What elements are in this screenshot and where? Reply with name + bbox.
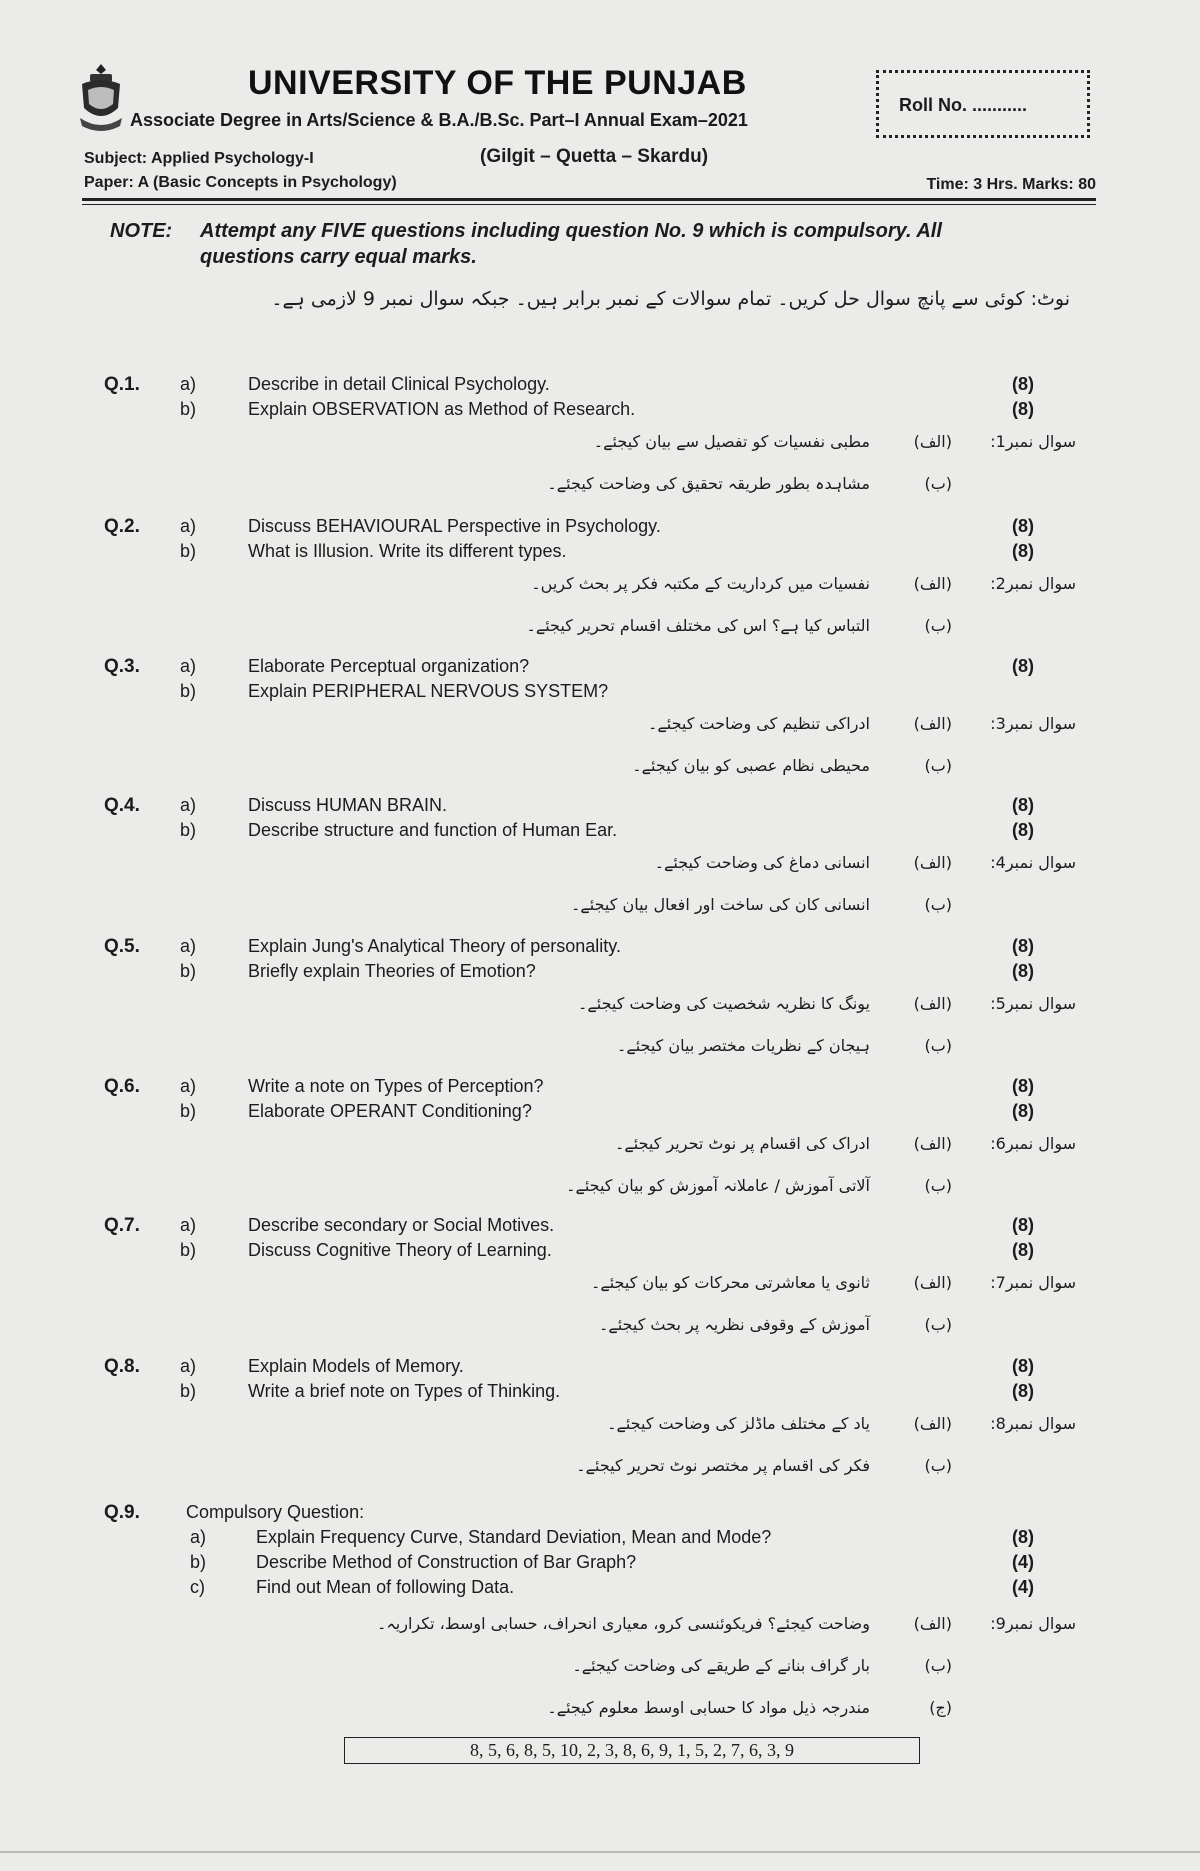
subject-line: Subject: Applied Psychology-I [84,150,314,167]
urdu-question-text: مشاہدہ بطور طریقہ تحقیق کی وضاحت کیجئے۔ [547,474,870,493]
marks: (8) [1012,795,1034,815]
part-label: c) [190,1577,205,1597]
urdu-question-number: سوال نمبر7: [990,1273,1076,1292]
urdu-question-number: سوال نمبر8: [990,1414,1076,1433]
urdu-question-number: سوال نمبر6: [990,1134,1076,1153]
urdu-part-label: (ب) [924,474,952,493]
urdu-question-number: سوال نمبر2: [990,574,1076,593]
question-number: Q.8. [104,1356,140,1377]
urdu-part-label: (ج) [929,1698,952,1717]
marks: (8) [1012,961,1034,981]
question-text: Elaborate Perceptual organization? [248,656,530,676]
scan-edge [0,1851,1200,1853]
part-label: a) [180,656,197,676]
part-label: a) [180,936,197,956]
urdu-part-label: (ب) [924,1036,952,1055]
question-text: Write a brief note on Types of Thinking. [248,1381,561,1401]
marks: (8) [1012,399,1034,419]
question-text: Explain OBSERVATION as Method of Research. [248,399,636,419]
urdu-question-text: نفسیات میں کرداریت کے مکتبہ فکر پر بحث کریں۔ [531,574,870,593]
marks: (4) [1012,1552,1034,1572]
urdu-question-text: فکر کی اقسام پر مختصر نوٹ تحریر کیجئے۔ [576,1456,870,1475]
roll-number-box [876,70,1090,138]
question-text: Describe secondary or Social Motives. [248,1215,555,1235]
urdu-part-label: (ب) [924,756,952,775]
urdu-question-text: محیطی نظام عصبی کو بیان کیجئے۔ [632,756,870,775]
marks: (4) [1012,1577,1034,1597]
marks: (8) [1012,1215,1034,1235]
urdu-part-label: (ب) [924,1315,952,1334]
question-number: Q.2. [104,516,140,537]
urdu-part-label: (ب) [924,1456,952,1475]
urdu-part-label: (الف) [913,1614,952,1633]
part-label: a) [180,374,197,394]
urdu-question-text: ثانوی یا معاشرتی محرکات کو بیان کیجئے۔ [590,1273,870,1292]
exam-title: Associate Degree in Arts/Science & B.A./B.Sc. Part–I Annual Exam–2021 [130,110,748,130]
question-text: What is Illusion. Write its different types. [248,541,567,561]
urdu-part-label: (ب) [924,895,952,914]
question-text: Discuss HUMAN BRAIN. [248,795,448,815]
part-label: a) [180,795,197,815]
urdu-question-text: ادراکی تنظیم کی وضاحت کیجئے۔ [647,714,870,733]
question-text: Discuss Cognitive Theory of Learning. [248,1240,552,1260]
question-number: Q.9. [104,1502,140,1523]
marks: (8) [1012,1101,1034,1121]
urdu-question-number: سوال نمبر3: [990,714,1076,733]
urdu-question-number: سوال نمبر9: [990,1614,1076,1633]
part-label: a) [180,516,197,536]
marks: (8) [1012,1381,1034,1401]
marks: (8) [1012,656,1034,676]
header-divider-thin [82,204,1096,205]
marks: (8) [1012,516,1034,536]
paper-line: Paper: A (Basic Concepts in Psychology) [84,174,397,191]
marks: (8) [1012,820,1034,840]
urdu-question-text: آلاتی آموزش / عاملانہ آموزش کو بیان کیجئے۔ [566,1176,870,1195]
urdu-instructions-note: نوٹ: کوئی سے پانچ سوال حل کریں۔ تمام سوالات کے نمبر برابر ہیں۔ جبکہ سوال نمبر 9 لازمی ہے۔ [271,288,1070,310]
question-text: Describe in detail Clinical Psychology. [248,374,550,394]
question-number: Q.1. [104,374,140,395]
urdu-question-text: آموزش کے وقوفی نظریہ پر بحث کیجئے۔ [598,1315,870,1334]
urdu-part-label: (الف) [913,1273,952,1292]
part-label: a) [190,1527,207,1547]
question-number: Q.5. [104,936,140,957]
question-number: Q.4. [104,795,140,816]
marks: (8) [1012,1240,1034,1260]
urdu-part-label: (الف) [913,853,952,872]
part-label: b) [180,541,197,561]
question-text: Discuss BEHAVIOURAL Perspective in Psychology. [248,516,661,536]
urdu-question-text: ادراک کی اقسام پر نوٹ تحریر کیجئے۔ [615,1134,870,1153]
part-label: b) [180,820,197,840]
part-label: a) [180,1076,197,1096]
part-label: b) [190,1552,207,1572]
urdu-question-text: التباس کیا ہے؟ اس کی مختلف اقسام تحریر کیجئے۔ [526,616,870,635]
campus-line: (Gilgit – Quetta – Skardu) [480,146,709,167]
urdu-part-label: (ب) [924,1656,952,1675]
marks: (8) [1012,1076,1034,1096]
data-values-box: 8, 5, 6, 8, 5, 10, 2, 3, 8, 6, 9, 1, 5, 2, 7, 6, 3, 9 [344,1737,920,1764]
question-text: Briefly explain Theories of Emotion? [248,961,536,981]
part-label: b) [180,1101,197,1121]
urdu-question-text: بار گراف بنانے کے طریقے کی وضاحت کیجئے۔ [572,1656,870,1675]
urdu-part-label: (الف) [913,574,952,593]
urdu-part-label: (الف) [913,1134,952,1153]
question-number: Q.3. [104,656,140,677]
urdu-question-number: سوال نمبر1: [990,432,1076,451]
question-text: Describe Method of Construction of Bar Graph? [256,1552,637,1572]
question-number: Q.7. [104,1215,140,1236]
question-text: Find out Mean of following Data. [256,1577,515,1597]
note-text: Attempt any FIVE questions including question No. 9 which is compulsory. All [200,220,942,242]
urdu-question-text: مطبی نفسیات کو تفصیل سے بیان کیجئے۔ [593,432,870,451]
marks: (8) [1012,374,1034,394]
part-label: b) [180,961,197,981]
question-text: Explain Models of Memory. [248,1356,464,1376]
urdu-question-text: یونگ کا نظریہ شخصیت کی وضاحت کیجئے۔ [578,994,870,1013]
urdu-question-number: سوال نمبر4: [990,853,1076,872]
urdu-question-text: مندرجہ ذیل مواد کا حسابی اوسط معلوم کیجئے۔ [547,1698,870,1717]
compulsory-heading: Compulsory Question: [186,1502,365,1522]
question-text: Describe structure and function of Human Ear. [248,820,618,840]
header-divider [82,198,1096,201]
urdu-part-label: (ب) [924,1176,952,1195]
urdu-question-text: وضاحت کیجئے؟ فریکوئنسی کرو، معیاری انحراف، حسابی اوسط، تکراریہ۔ [377,1614,870,1633]
marks: (8) [1012,1527,1034,1547]
urdu-question-text: یاد کے مختلف ماڈلز کی وضاحت کیجئے۔ [607,1414,870,1433]
urdu-part-label: (الف) [913,714,952,733]
part-label: b) [180,399,197,419]
question-number: Q.6. [104,1076,140,1097]
urdu-part-label: (الف) [913,432,952,451]
urdu-question-text: انسانی کان کی ساخت اور افعال بیان کیجئے۔ [571,895,870,914]
instructions-note [110,218,1090,270]
note-text-continued: questions carry equal marks. [200,246,477,268]
marks: (8) [1012,936,1034,956]
question-text: Explain Frequency Curve, Standard Deviation, Mean and Mode? [256,1527,772,1547]
urdu-part-label: (ب) [924,616,952,635]
university-crest-icon [76,62,126,134]
urdu-question-number: سوال نمبر5: [990,994,1076,1013]
question-text: Write a note on Types of Perception? [248,1076,544,1096]
part-label: b) [180,1381,197,1401]
part-label: a) [180,1356,197,1376]
question-text: Explain PERIPHERAL NERVOUS SYSTEM? [248,681,609,701]
part-label: b) [180,681,197,701]
part-label: a) [180,1215,197,1235]
university-title: UNIVERSITY OF THE PUNJAB [248,64,747,102]
marks: (8) [1012,1356,1034,1376]
time-marks: Time: 3 Hrs. Marks: 80 [926,176,1096,193]
urdu-question-text: ہیجان کے نظریات مختصر بیان کیجئے۔ [616,1036,870,1055]
marks: (8) [1012,541,1034,561]
question-text: Elaborate OPERANT Conditioning? [248,1101,532,1121]
urdu-question-text: انسانی دماغ کی وضاحت کیجئے۔ [654,853,870,872]
roll-number-label: Roll No. ........... [899,95,1028,115]
question-text: Explain Jung's Analytical Theory of personality. [248,936,621,956]
urdu-part-label: (الف) [913,1414,952,1433]
note-label: NOTE: [110,220,173,242]
urdu-part-label: (الف) [913,994,952,1013]
part-label: b) [180,1240,197,1260]
